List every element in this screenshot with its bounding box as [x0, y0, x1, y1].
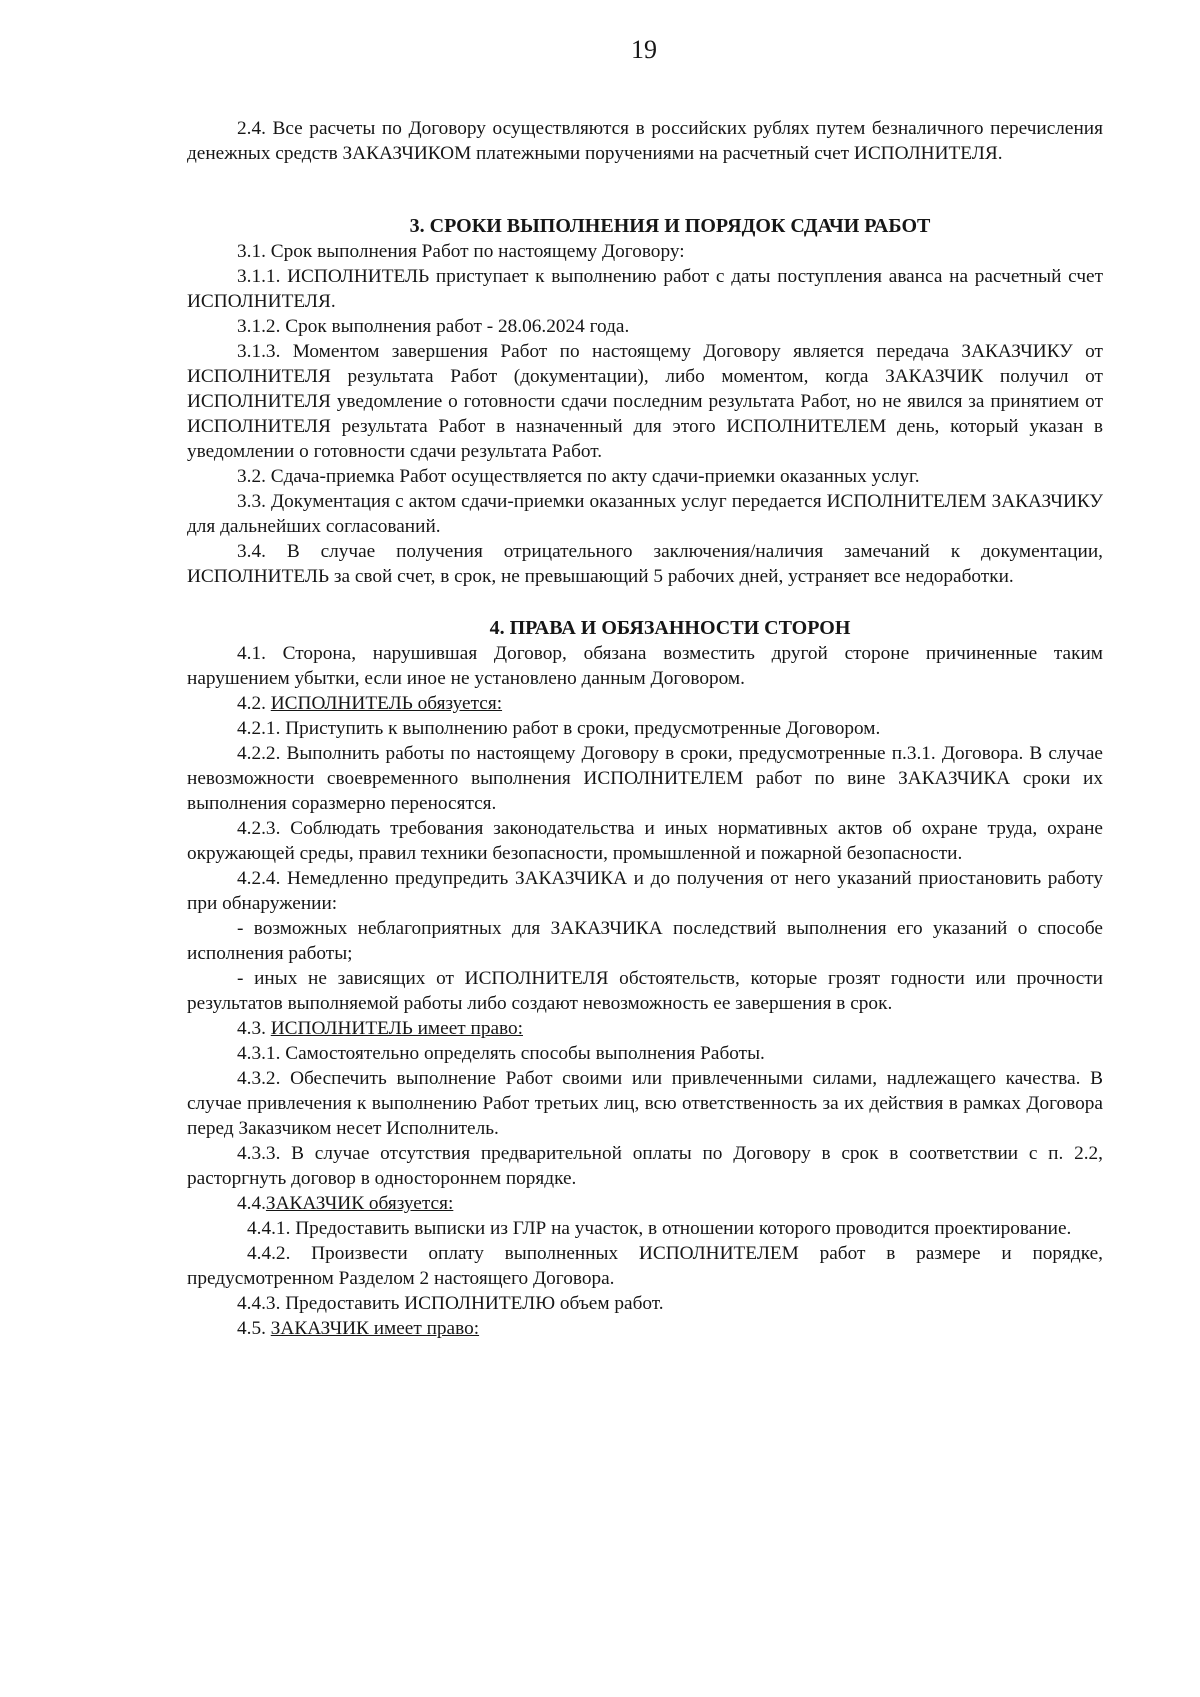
clause-4-2-2: 4.2.2. Выполнить работы по настоящему Договору в сроки, предусмотренные п.3.1. Договора. В случае невозможности своевременного выполнения ИСПОЛНИТЕЛЕМ работ по вине ЗАКАЗЧИКА сроки их выполнения соразмерно переносятся.	[187, 743, 1103, 814]
clause-4-3-3: 4.3.3. В случае отсутствия предварительной оплаты по Договору в срок в соответствии с п. 2.2, расторгнуть договор в одностороннем порядке.	[187, 1143, 1103, 1189]
clause-3-3: 3.3. Документация с актом сдачи-приемки оказанных услуг передается ИСПОЛНИТЕЛЕМ ЗАКАЗЧИКУ для дальнейших согласований.	[187, 491, 1103, 537]
clause-4-3	[187, 1016, 1103, 1041]
page-number: 19	[631, 35, 657, 64]
spacer	[187, 166, 1103, 214]
clause-4-3-2: 4.3.2. Обеспечить выполнение Работ своими или привлеченными силами, надлежащего качества. В случае привлечения к выполнению Работ третьих лиц, всю ответственность за их действия в рамках Договора перед Заказчиком несет Исполнитель.	[187, 1068, 1103, 1139]
clause-4-4-3: 4.4.3. Предоставить ИСПОЛНИТЕЛЮ объем работ.	[237, 1293, 664, 1314]
clause-4-2-4: 4.2.4. Немедленно предупредить ЗАКАЗЧИКА и до получения от него указаний приостановить работу при обнаружении:	[187, 868, 1103, 914]
document-body	[187, 116, 1103, 1341]
clause-2-4: 2.4. Все расчеты по Договору осуществляются в российских рублях путем безналичного перечисления денежных средств ЗАКАЗЧИКОМ платежными поручениями на расчетный счет ИСПОЛНИТЕЛЯ.	[187, 118, 1103, 164]
clause-4-4-2: 4.4.2. Произвести оплату выполненных ИСПОЛНИТЕЛЕМ работ в размере и порядке, предусмотренном Разделом 2 настоящего Договора.	[187, 1243, 1103, 1289]
clause-3-1-1: 3.1.1. ИСПОЛНИТЕЛЬ приступает к выполнению работ с даты поступления аванса на расчетный счет ИСПОЛНИТЕЛЯ.	[187, 266, 1103, 312]
clause-4-4	[187, 1191, 1103, 1216]
clause-4-2-4-item-b: - иных не зависящих от ИСПОЛНИТЕЛЯ обстоятельств, которые грозят годности или прочности результатов выполняемой работы либо создают невозможность ее завершения в срок.	[187, 968, 1103, 1014]
clause-heading: ЗАКАЗЧИК обязуется:	[265, 1193, 454, 1214]
clause-number: 4.3.	[237, 1018, 271, 1039]
clause-3-4: 3.4. В случае получения отрицательного заключения/наличия замечаний к документации, ИСПОЛНИТЕЛЬ за свой счет, в срок, не превышающий 5 рабочих дней, устраняет все недоработки.	[187, 541, 1103, 587]
section-3-title: 3. СРОКИ ВЫПОЛНЕНИЯ И ПОРЯДОК СДАЧИ РАБОТ	[409, 215, 931, 237]
clause-heading: ИСПОЛНИТЕЛЬ обязуется:	[270, 693, 503, 714]
clause-number: 4.2.	[237, 693, 271, 714]
clause-4-3-1: 4.3.1. Самостоятельно определять способы выполнения Работы.	[237, 1043, 765, 1064]
section-4-title: 4. ПРАВА И ОБЯЗАННОСТИ СТОРОН	[489, 617, 851, 639]
clause-heading: ЗАКАЗЧИК имеет право:	[270, 1318, 480, 1339]
clause-4-4-1: 4.4.1. Предоставить выписки из ГЛР на участок, в отношении которого проводится проектирование.	[247, 1218, 1072, 1239]
clause-4-2	[187, 691, 1103, 716]
clause-3-2: 3.2. Сдача-приемка Работ осуществляется по акту сдачи-приемки оказанных услуг.	[237, 466, 920, 487]
clause-number: 4.5.	[237, 1318, 271, 1339]
clause-heading: ИСПОЛНИТЕЛЬ имеет право:	[270, 1018, 523, 1039]
clause-4-5	[187, 1316, 1103, 1341]
spacer	[187, 589, 1103, 616]
clause-3-1-2: 3.1.2. Срок выполнения работ - 28.06.2024 года.	[237, 316, 630, 337]
clause-4-2-3: 4.2.3. Соблюдать требования законодательства и иных нормативных актов об охране труда, охране окружающей среды, правил техники безопасности, промышленной и пожарной безопасности.	[187, 818, 1103, 864]
clause-3-1: 3.1. Срок выполнения Работ по настоящему Договору:	[237, 241, 685, 262]
clause-4-2-4-item-a: - возможных неблагоприятных для ЗАКАЗЧИКА последствий выполнения его указаний о способе исполнения работы;	[187, 918, 1103, 964]
clause-4-2-1: 4.2.1. Приступить к выполнению работ в сроки, предусмотренные Договором.	[237, 718, 881, 739]
clause-number: 4.4.	[237, 1193, 266, 1214]
clause-4-1: 4.1. Сторона, нарушившая Договор, обязана возместить другой стороне причиненные таким нарушением убытки, если иное не установлено данным Договором.	[187, 643, 1103, 689]
clause-3-1-3: 3.1.3. Моментом завершения Работ по настоящему Договору является передача ЗАКАЗЧИКУ от ИСПОЛНИТЕЛЯ результата Работ (документации), либо моментом, когда ЗАКАЗЧИК получил от ИСПОЛНИТЕЛЯ уведомление о готовности сдачи последним результата Работ, но не явился за принятием от ИСПОЛНИТЕЛЯ результата Работ в назначенный для этого ИСПОЛНИТЕЛЕМ день, который указан в уведомлении о готовности сдачи результата Работ.	[187, 341, 1103, 462]
